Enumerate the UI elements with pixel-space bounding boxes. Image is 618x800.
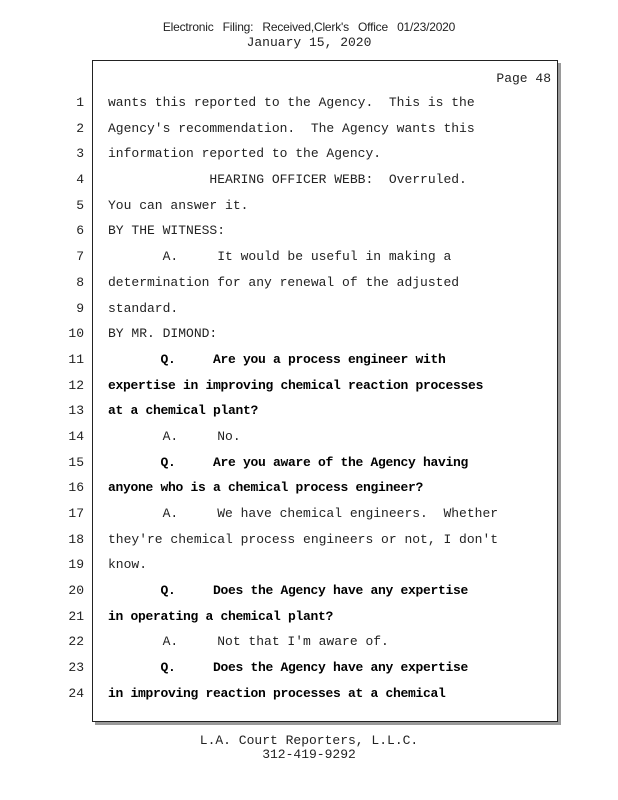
- transcript-text: [108, 94, 548, 711]
- transcript-line: A. It would be useful in making a: [108, 249, 452, 265]
- line-number-column: [0, 94, 84, 711]
- line-number: 1: [76, 95, 84, 110]
- line-number: 20: [68, 583, 84, 599]
- transcript-line: Agency's recommendation. The Agency wants this: [108, 120, 475, 136]
- question-line: in operating a chemical plant?: [108, 608, 334, 624]
- transcript-date: January 15, 2020: [246, 35, 372, 50]
- reporter-phone: 312-419-9292: [262, 747, 356, 762]
- transcript-line: BY MR. DIMOND:: [108, 326, 218, 342]
- line-number: 23: [68, 660, 84, 676]
- line-number: 4: [76, 172, 84, 188]
- line-number: 13: [68, 403, 84, 419]
- transcript-line: they're chemical process engineers or not, I don't: [108, 531, 499, 547]
- line-number: 6: [76, 223, 84, 239]
- line-number: 16: [68, 480, 84, 496]
- line-number: 8: [76, 274, 84, 290]
- question-line: anyone who is a chemical process engineer?: [108, 480, 424, 496]
- transcript-line: information reported to the Agency.: [108, 146, 382, 162]
- line-number: 14: [68, 428, 84, 444]
- line-number: 15: [68, 454, 84, 470]
- transcript-line: A. We have chemical engineers. Whether: [108, 506, 499, 521]
- line-number: 12: [68, 377, 84, 393]
- line-number: 24: [68, 685, 84, 701]
- transcript-line: know.: [108, 557, 148, 573]
- line-number: 19: [68, 557, 84, 573]
- question-line: at a chemical plant?: [108, 403, 259, 419]
- question-line: Q. Are you aware of the Agency having: [108, 454, 469, 470]
- transcript-line: determination for any renewal of the adjusted: [108, 274, 460, 290]
- line-number: 18: [68, 531, 84, 547]
- question-line: Q. Does the Agency have any expertise: [108, 583, 469, 599]
- transcript-line: A. No.: [108, 428, 241, 444]
- line-number: 21: [68, 608, 84, 624]
- page-number: Page 48: [496, 71, 551, 86]
- transcript-line: A. Not that I'm aware of.: [108, 634, 389, 650]
- question-line: Q. Does the Agency have any expertise: [108, 660, 469, 676]
- transcript-line: You can answer it.: [108, 197, 249, 213]
- transcript-line: standard.: [108, 300, 179, 316]
- reporter-company: L.A. Court Reporters, L.L.C.: [199, 733, 419, 748]
- line-number: 22: [68, 634, 84, 650]
- question-line: in improving reaction processes at a chemical: [108, 685, 446, 701]
- transcript-line: BY THE WITNESS:: [108, 223, 226, 239]
- line-number: 10: [68, 326, 84, 342]
- transcript-line: HEARING OFFICER WEBB: Overruled.: [108, 172, 467, 188]
- transcript-line: wants this reported to the Agency. This is the: [108, 95, 475, 110]
- filing-stamp: Electronic Filing: Received,Clerk's Office 01/23/2020: [162, 20, 456, 34]
- line-number: 7: [76, 249, 84, 265]
- line-number: 3: [76, 146, 84, 162]
- line-number: 11: [68, 351, 84, 367]
- line-number: 17: [68, 506, 84, 521]
- question-line: expertise in improving chemical reaction processes: [108, 377, 484, 393]
- line-number: 9: [76, 300, 84, 316]
- question-line: Q. Are you a process engineer with: [108, 351, 446, 367]
- line-number: 2: [76, 120, 84, 136]
- line-number: 5: [76, 197, 84, 213]
